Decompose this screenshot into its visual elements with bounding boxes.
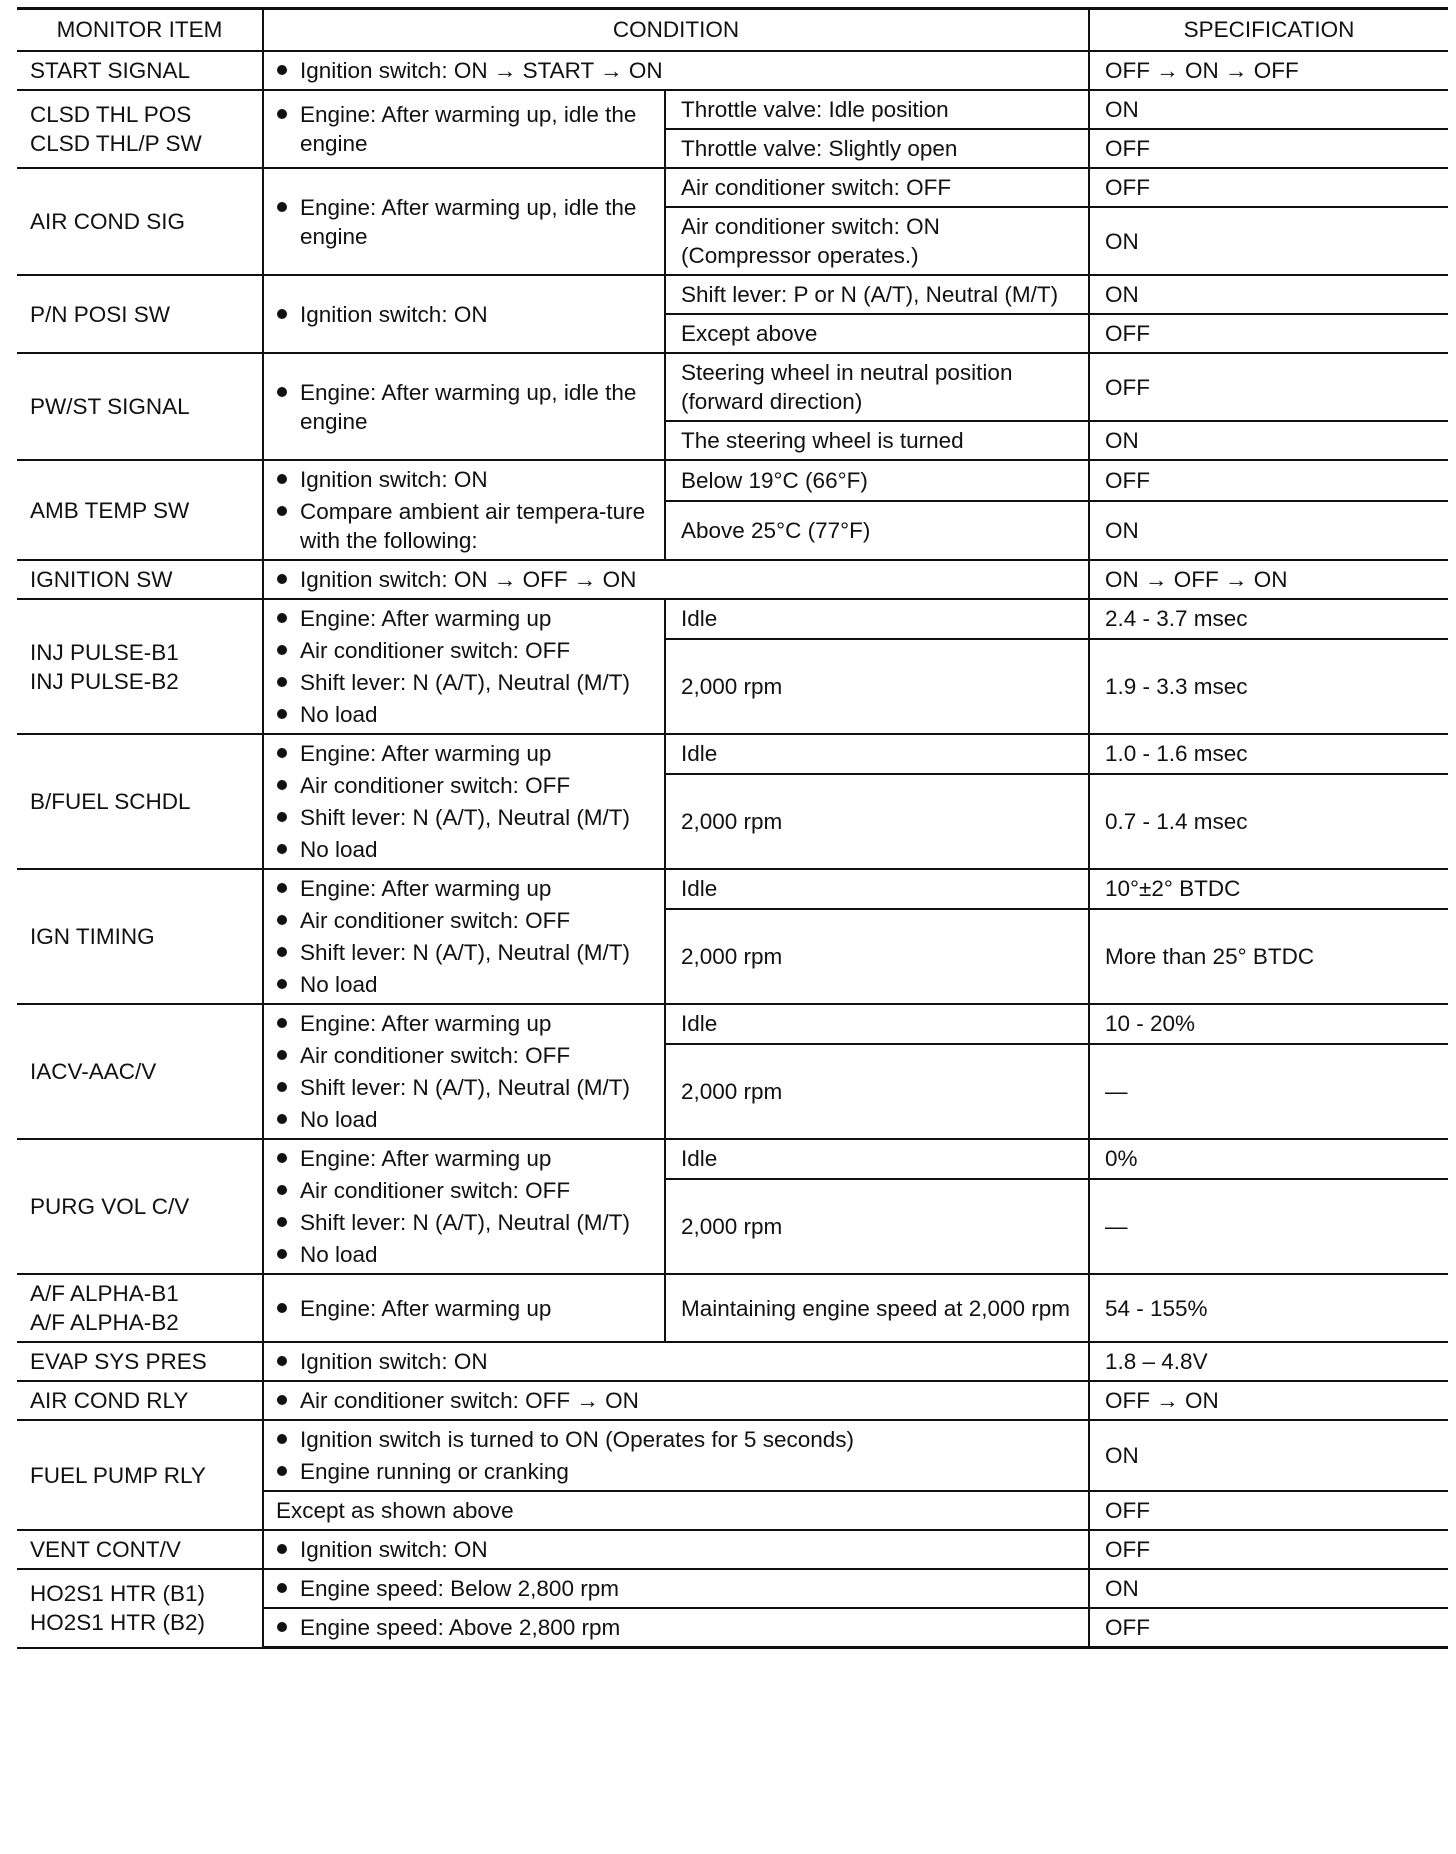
sub-condition: Throttle valve: Idle position — [665, 90, 1089, 129]
sub-condition: The steering wheel is turned — [665, 421, 1089, 460]
table-row — [17, 599, 1448, 639]
table-row — [17, 1381, 1448, 1420]
specification-value: 54 - 155% — [1089, 1274, 1448, 1342]
condition-cell: Except as shown above — [263, 1491, 1089, 1530]
monitor-item: PW/ST SIGNAL — [17, 353, 263, 460]
item-line: HO2S1 HTR (B2) — [30, 1610, 206, 1636]
header-monitor-item: MONITOR ITEM — [17, 9, 263, 52]
table-row — [17, 1569, 1448, 1608]
condition-text: Ignition switch: ON → OFF → ON — [300, 567, 637, 592]
monitor-item: VENT CONT/V — [17, 1530, 263, 1569]
bullet-icon — [277, 1114, 287, 1124]
condition-text: No load — [300, 702, 378, 727]
condition-text: Air conditioner switch: OFF — [300, 908, 571, 933]
condition-text: Engine: After warming up, idle the engine — [300, 379, 637, 434]
bullet-icon — [277, 1082, 287, 1092]
bullet-icon — [277, 709, 287, 719]
specification-value: 10 - 20% — [1089, 1004, 1448, 1044]
condition-text: No load — [300, 1107, 378, 1132]
condition-text: Ignition switch: ON — [300, 467, 488, 492]
condition-text: Engine: After warming up — [300, 741, 552, 766]
sub-condition: Shift lever: P or N (A/T), Neutral (M/T) — [665, 275, 1089, 314]
item-line: A/F ALPHA-B2 — [30, 1310, 179, 1335]
specification-value: OFF — [1089, 460, 1448, 501]
condition-text: No load — [300, 972, 378, 997]
bullet-icon — [277, 780, 287, 790]
monitor-item: IGN TIMING — [17, 869, 263, 1004]
condition-cell — [263, 460, 665, 560]
monitor-item — [17, 1569, 263, 1648]
monitor-item: PURG VOL C/V — [17, 1139, 263, 1274]
table-row — [17, 353, 1448, 421]
specification-value: OFF → ON — [1089, 1381, 1448, 1420]
condition-text: Ignition switch is turned to ON (Operates for 5 seconds) — [300, 1427, 854, 1452]
item-line: A/F ALPHA-B1 — [30, 1281, 179, 1306]
table-row — [17, 1139, 1448, 1179]
bullet-icon — [277, 1050, 287, 1060]
monitor-item: IACV-AAC/V — [17, 1004, 263, 1139]
bullet-icon — [277, 979, 287, 989]
condition-text: Engine speed: Below 2,800 rpm — [300, 1576, 619, 1601]
sub-condition: Idle — [665, 1139, 1089, 1179]
monitor-item: FUEL PUMP RLY — [17, 1420, 263, 1530]
monitor-item: EVAP SYS PRES — [17, 1342, 263, 1381]
condition-text: Ignition switch: ON — [300, 301, 488, 327]
monitor-spec-table — [17, 7, 1448, 1649]
condition-cell — [263, 869, 665, 1004]
specification-value: ON — [1089, 421, 1448, 460]
specification-value: ON — [1089, 1569, 1448, 1608]
condition-text: Shift lever: N (A/T), Neutral (M/T) — [300, 805, 631, 830]
condition-text: Shift lever: N (A/T), Neutral (M/T) — [300, 670, 631, 695]
bullet-icon — [277, 387, 287, 397]
condition-text: Ignition switch: ON — [300, 1349, 488, 1374]
header-row — [17, 9, 1448, 52]
specification-value: OFF — [1089, 1491, 1448, 1530]
table-row — [17, 560, 1448, 599]
condition-text: Engine speed: Above 2,800 rpm — [300, 1615, 621, 1640]
bullet-icon — [277, 1395, 287, 1405]
bullet-icon — [277, 1583, 287, 1593]
table-row — [17, 51, 1448, 90]
condition-text: Shift lever: N (A/T), Neutral (M/T) — [300, 1075, 631, 1100]
sub-condition: Below 19°C (66°F) — [665, 460, 1089, 501]
sub-condition: Above 25°C (77°F) — [665, 501, 1089, 560]
sub-condition: 2,000 rpm — [665, 1179, 1089, 1274]
table-row — [17, 734, 1448, 774]
bullet-icon — [277, 202, 287, 212]
condition-cell — [263, 1420, 1089, 1491]
specification-value: ON — [1089, 207, 1448, 275]
condition-cell — [263, 51, 1089, 90]
condition-text: Air conditioner switch: OFF — [300, 1178, 571, 1203]
specification-value: 1.9 - 3.3 msec — [1089, 639, 1448, 734]
table-row — [17, 90, 1448, 129]
specification-value: ON — [1089, 275, 1448, 314]
sub-condition: 2,000 rpm — [665, 1044, 1089, 1139]
bullet-icon — [277, 1544, 287, 1554]
monitor-item — [17, 1274, 263, 1342]
table-row — [17, 1342, 1448, 1381]
sub-condition: Idle — [665, 869, 1089, 909]
condition-cell — [263, 1569, 1089, 1608]
specification-value: — — [1089, 1044, 1448, 1139]
condition-cell — [263, 1139, 665, 1274]
monitor-item: AMB TEMP SW — [17, 460, 263, 560]
condition-text: Ignition switch: ON → START → ON — [300, 58, 663, 83]
bullet-icon — [277, 474, 287, 484]
item-line: INJ PULSE-B2 — [30, 668, 179, 694]
specification-value: OFF → ON → OFF — [1089, 51, 1448, 90]
condition-text: No load — [300, 1242, 378, 1267]
bullet-icon — [277, 574, 287, 584]
bullet-icon — [277, 748, 287, 758]
bullet-icon — [277, 947, 287, 957]
monitor-item: P/N POSI SW — [17, 275, 263, 353]
condition-cell — [263, 599, 665, 734]
bullet-icon — [277, 613, 287, 623]
bullet-icon — [277, 1217, 287, 1227]
bullet-icon — [277, 812, 287, 822]
sub-condition: Except above — [665, 314, 1089, 353]
sub-condition: Throttle valve: Slightly open — [665, 129, 1089, 168]
condition-cell — [263, 1274, 665, 1342]
condition-cell — [263, 734, 665, 869]
bullet-icon — [277, 1303, 287, 1313]
bullet-icon — [277, 1622, 287, 1632]
bullet-icon — [277, 1249, 287, 1259]
table-row — [17, 1004, 1448, 1044]
bullet-icon — [277, 65, 287, 75]
table-row — [17, 168, 1448, 207]
table-row — [17, 460, 1448, 501]
condition-cell — [263, 90, 665, 168]
sub-condition: Idle — [665, 734, 1089, 774]
specification-value: ON → OFF → ON — [1089, 560, 1448, 599]
specification-value: OFF — [1089, 129, 1448, 168]
condition-cell — [263, 275, 665, 353]
specification-value: OFF — [1089, 168, 1448, 207]
specification-value: 10°±2° BTDC — [1089, 869, 1448, 909]
header-condition: CONDITION — [263, 9, 1089, 52]
condition-cell — [263, 168, 665, 275]
specification-value: 0% — [1089, 1139, 1448, 1179]
monitor-item: AIR COND SIG — [17, 168, 263, 275]
specification-value: OFF — [1089, 1530, 1448, 1569]
specification-value: ON — [1089, 501, 1448, 560]
condition-cell — [263, 560, 1089, 599]
condition-text: Air conditioner switch: OFF — [300, 1043, 571, 1068]
bullet-icon — [277, 1018, 287, 1028]
condition-cell — [263, 1608, 1089, 1648]
specification-value: 2.4 - 3.7 msec — [1089, 599, 1448, 639]
item-line: CLSD THL/P SW — [30, 131, 202, 156]
specification-value: More than 25° BTDC — [1089, 909, 1448, 1004]
monitor-item — [17, 599, 263, 734]
specification-value: 0.7 - 1.4 msec — [1089, 774, 1448, 869]
bullet-icon — [277, 109, 287, 119]
condition-cell — [263, 1530, 1089, 1569]
specification-value: ON — [1089, 1420, 1448, 1491]
table-row — [17, 1530, 1448, 1569]
sub-condition: 2,000 rpm — [665, 909, 1089, 1004]
table-row — [17, 1274, 1448, 1342]
condition-text: Compare ambient air tempera-ture with the following: — [300, 499, 646, 553]
monitor-item: B/FUEL SCHDL — [17, 734, 263, 869]
specification-value: OFF — [1089, 353, 1448, 421]
bullet-icon — [277, 677, 287, 687]
condition-text: Ignition switch: ON — [300, 1537, 488, 1562]
condition-text: Engine: After warming up, idle the engine — [300, 194, 637, 249]
item-line: CLSD THL POS — [30, 102, 192, 127]
sub-condition: 2,000 rpm — [665, 639, 1089, 734]
condition-cell — [263, 1381, 1089, 1420]
condition-cell — [263, 1004, 665, 1139]
table-row — [17, 1420, 1448, 1491]
bullet-icon — [277, 309, 287, 319]
condition-text: Air conditioner switch: OFF — [300, 638, 571, 663]
condition-text: Engine: After warming up, idle the engine — [300, 102, 637, 156]
sub-condition: Maintaining engine speed at 2,000 rpm — [665, 1274, 1089, 1342]
sub-condition: Idle — [665, 1004, 1089, 1044]
condition-text: Air conditioner switch: OFF → ON — [300, 1388, 639, 1413]
sub-condition: Air conditioner switch: ON (Compressor operates.) — [665, 207, 1089, 275]
condition-cell — [263, 1342, 1089, 1381]
item-line: HO2S1 HTR (B1) — [30, 1581, 206, 1607]
sub-condition: Idle — [665, 599, 1089, 639]
specification-value: 1.8 – 4.8V — [1089, 1342, 1448, 1381]
item-line: INJ PULSE-B1 — [30, 639, 179, 665]
bullet-icon — [277, 506, 287, 516]
monitor-item: START SIGNAL — [17, 51, 263, 90]
bullet-icon — [277, 1185, 287, 1195]
bullet-icon — [277, 1153, 287, 1163]
monitor-item: IGNITION SW — [17, 560, 263, 599]
specification-value: OFF — [1089, 314, 1448, 353]
sub-condition: Steering wheel in neutral position (forward direction) — [665, 353, 1089, 421]
table-row — [17, 869, 1448, 909]
condition-cell — [263, 353, 665, 460]
bullet-icon — [277, 1434, 287, 1444]
bullet-icon — [277, 915, 287, 925]
bullet-icon — [277, 1356, 287, 1366]
condition-text: Engine: After warming up — [300, 1146, 552, 1171]
condition-text: Shift lever: N (A/T), Neutral (M/T) — [300, 1210, 631, 1235]
condition-text: No load — [300, 837, 378, 862]
condition-text: Air conditioner switch: OFF — [300, 773, 571, 798]
specification-value: OFF — [1089, 1608, 1448, 1648]
bullet-icon — [277, 645, 287, 655]
condition-text: Engine: After warming up — [300, 1295, 552, 1321]
monitor-item — [17, 90, 263, 168]
bullet-icon — [277, 1466, 287, 1476]
condition-text: Engine: After warming up — [300, 606, 552, 631]
condition-text: Engine: After warming up — [300, 876, 552, 901]
condition-text: Shift lever: N (A/T), Neutral (M/T) — [300, 940, 631, 965]
header-specification: SPECIFICATION — [1089, 9, 1448, 52]
bullet-icon — [277, 883, 287, 893]
condition-text: Engine: After warming up — [300, 1011, 552, 1036]
sub-condition: Air conditioner switch: OFF — [665, 168, 1089, 207]
specification-value: — — [1089, 1179, 1448, 1274]
sub-condition: 2,000 rpm — [665, 774, 1089, 869]
specification-value: ON — [1089, 90, 1448, 129]
bullet-icon — [277, 844, 287, 854]
condition-text: Engine running or cranking — [300, 1459, 569, 1484]
monitor-item: AIR COND RLY — [17, 1381, 263, 1420]
specification-value: 1.0 - 1.6 msec — [1089, 734, 1448, 774]
table-row — [17, 275, 1448, 314]
